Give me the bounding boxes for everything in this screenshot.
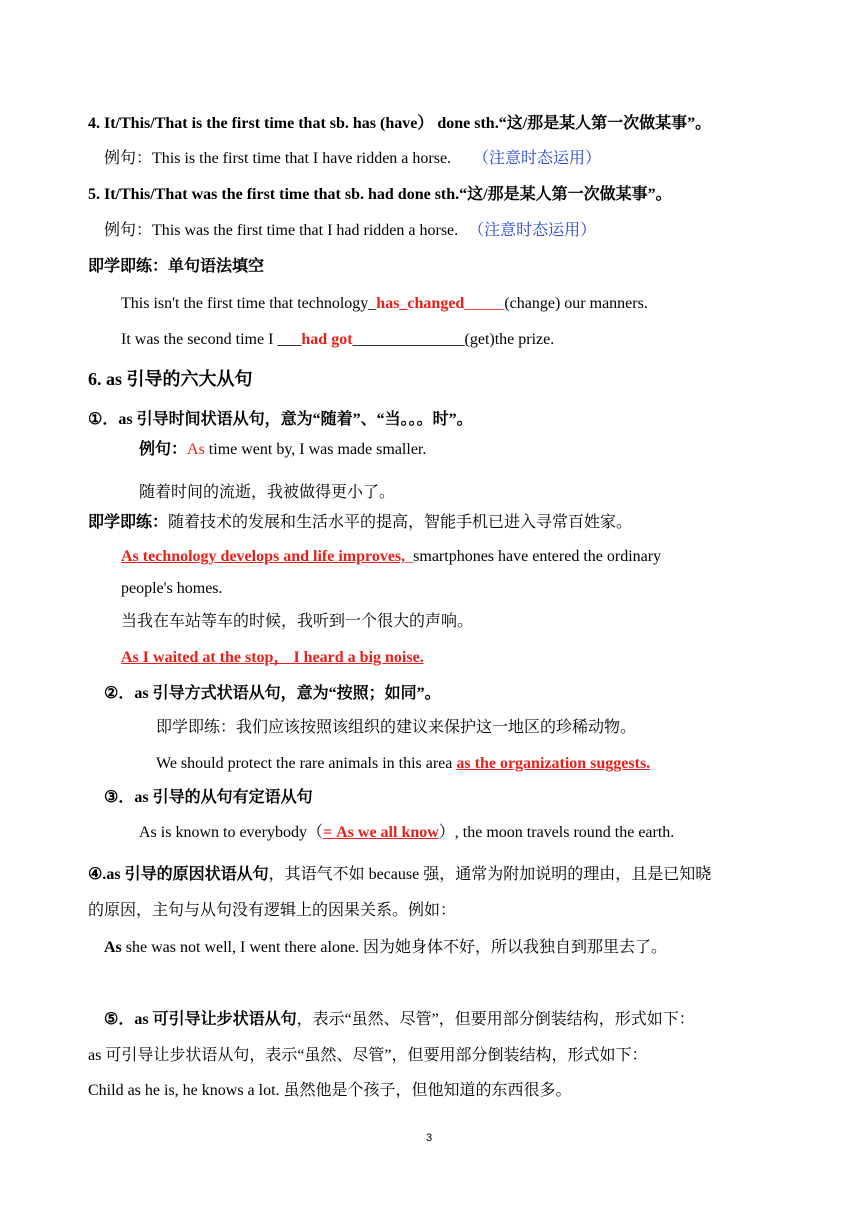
s3-answer: = As we all know: [323, 824, 439, 841]
s5-line: [104, 1010, 695, 1030]
practice1-q1: [121, 294, 648, 314]
item4-example-label: 例句：: [104, 150, 153, 167]
practice1-heading: 即学即练：单句语法填空: [88, 258, 265, 275]
s2-answer: as the organization suggests.: [456, 755, 651, 772]
item5-note: （注意时态运用）: [468, 222, 597, 239]
s5-desc: ，表示“虽然、尽管”，但要用部分倒装结构，形式如下：: [296, 1011, 695, 1028]
s3-line: [139, 823, 674, 843]
s1-example-label: 例句：: [139, 441, 188, 458]
s3-post: ）, the moon travels round the earth.: [438, 824, 675, 841]
s1-answer1: [121, 547, 661, 567]
s1-example-as: As: [187, 441, 205, 458]
s3-title: ③．as 引导的从句有定语从句: [104, 789, 313, 806]
item4-title: 4. It/This/That is the first time that sb. has (have） done sth.“这/那是某人第一次做某事”。: [88, 115, 712, 132]
s2-sentence-line: [156, 754, 650, 774]
item4-note: （注意时态运用）: [473, 150, 602, 167]
q2-blank-post: ______________: [352, 331, 465, 348]
s1-practice: [88, 513, 632, 533]
s5-example: Child as he is, he knows a lot. 虽然他是个孩子，但他知道的东西很多。: [88, 1082, 572, 1099]
s1-answer1-gap: _: [405, 548, 414, 565]
item5-example: [104, 221, 596, 241]
q1-blank-post: _____: [464, 295, 505, 312]
s2-sentence: We should protect the rare animals in this area: [156, 755, 457, 772]
s4-example-as: As: [104, 939, 122, 956]
item5-example-label: 例句：: [104, 222, 153, 239]
s1-answer1-text: As technology develops and life improves,: [121, 548, 406, 565]
s2-practice: 即学即练：我们应该按照该组织的建议来保护这一地区的珍稀动物。: [156, 719, 637, 736]
s4-example-rest: she was not well, I went there alone. 因为她身体不好，所以我独自到那里去了。: [121, 939, 668, 956]
s4-desc1: ，其语气不如 because 强，通常为附加说明的理由，且是已知晓: [268, 866, 712, 883]
s1-practice-text: 随着技术的发展和生活水平的提高，智能手机已进入寻常百姓家。: [168, 514, 633, 531]
q1-pre: This isn't the first time that technology: [121, 295, 369, 312]
q2-pre: It was the second time I: [121, 331, 278, 348]
s4-desc2: 的原因，主句与从句没有逻辑上的因果关系。例如：: [88, 902, 457, 919]
page-number: 3: [426, 1132, 433, 1144]
item5-example-text: This was the first time that I had ridden a horse.: [152, 222, 459, 239]
item5-title: 5. It/This/That was the first time that sb. had done sth.“这/那是某人第一次做某事”。: [88, 186, 672, 203]
practice1-q2: [121, 330, 554, 350]
s5-repeat: as 可引导让步状语从句，表示“虽然、尽管”，但要用部分倒装结构，形式如下：: [88, 1047, 648, 1064]
q2-post: (get)the prize.: [464, 331, 555, 348]
s1-prompt2: 当我在车站等车的时候，我听到一个很大的声响。: [121, 613, 474, 630]
q2-blank-pre: ___: [277, 331, 302, 348]
q1-blank-pre: _: [368, 295, 377, 312]
q2-answer: had got: [301, 331, 353, 348]
s1-answer2: As I waited at the stop， I heard a big noise.: [121, 649, 424, 666]
s3-pre: As is known to everybody（: [139, 824, 323, 841]
s1-title: ①．as 引导时间状语从句，意为“随着”、“当。。。时”。: [88, 411, 473, 428]
s1-example-rest: time went by, I was made smaller.: [204, 441, 427, 458]
section6-title: 6. as 引导的六大从句: [88, 369, 253, 389]
s2-title: ②．as 引导方式状语从句，意为“按照；如同”。: [104, 685, 441, 702]
s1-answer1-rest: smartphones have entered the ordinary: [413, 548, 662, 565]
s1-practice-label: 即学即练：: [88, 514, 169, 531]
s5-title: ⑤．as 可引导让步状语从句: [104, 1011, 297, 1028]
q1-post: (change) our manners.: [504, 295, 648, 312]
q1-answer: has_changed: [376, 295, 465, 312]
item4-example-text: This is the first time that I have ridden a horse.: [152, 150, 452, 167]
s4-line1: [88, 865, 711, 885]
s1-example: [139, 440, 426, 460]
s4-title: ④.as 引导的原因状语从句: [88, 866, 269, 883]
s4-example: [104, 938, 667, 958]
s1-translation: 随着时间的流逝，我被做得更小了。: [139, 484, 396, 501]
item4-example: [104, 149, 601, 169]
s1-answer1-cont: people's homes.: [121, 580, 223, 597]
